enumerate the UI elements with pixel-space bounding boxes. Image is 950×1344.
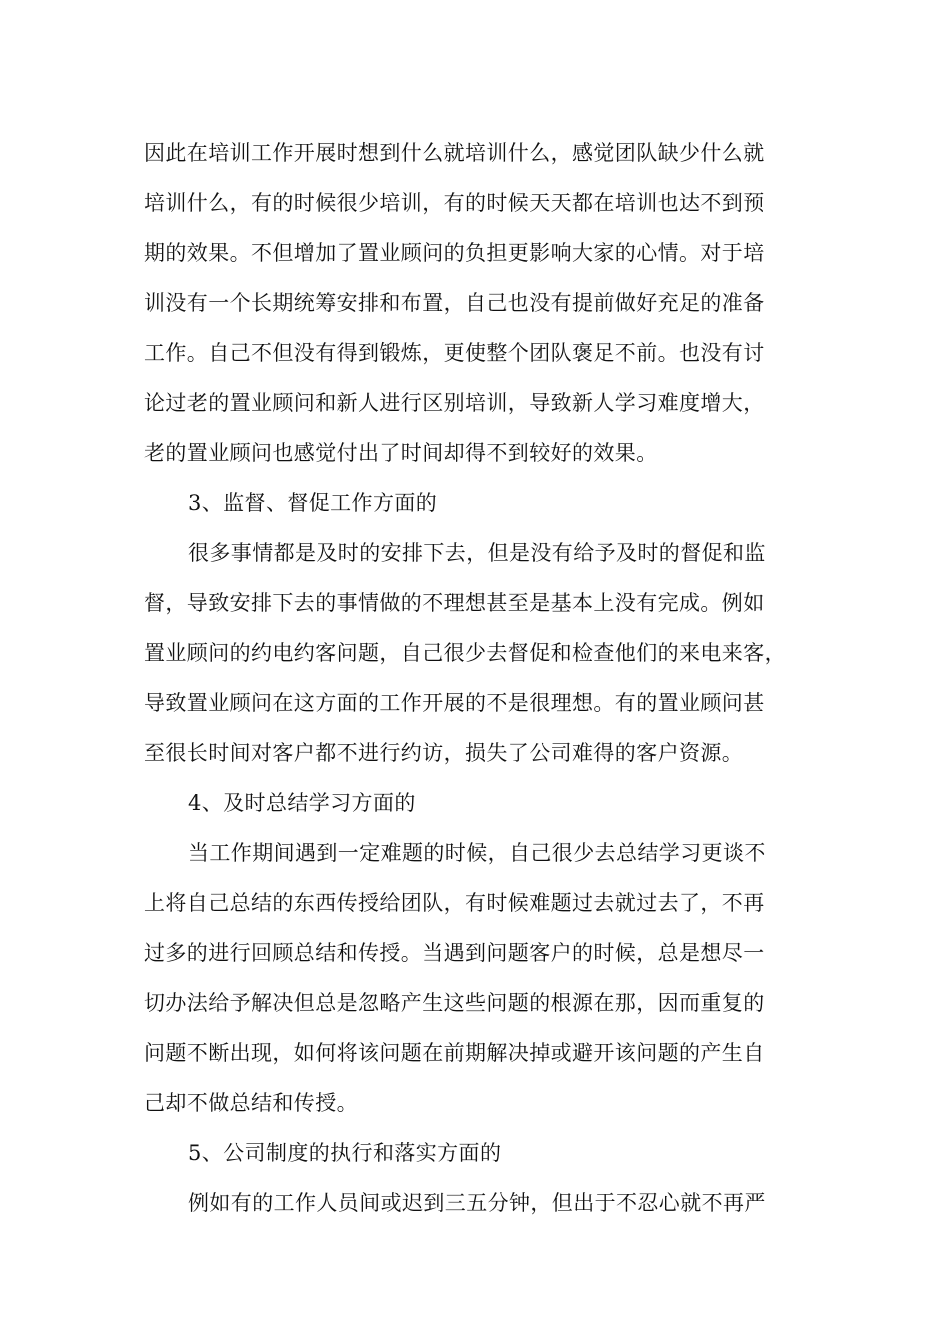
- section-heading-3: 3、监督、督促工作方面的: [188, 491, 438, 515]
- text-line: 导致置业顾问在这方面的工作开展的不是很理想。有的置业顾问甚: [144, 691, 765, 715]
- text-line: 工作。自己不但没有得到锻炼，更使整个团队褒足不前。也没有讨: [144, 341, 765, 365]
- section-heading-5: 5、公司制度的执行和落实方面的: [188, 1141, 502, 1165]
- text-line: 督，导致安排下去的事情做的不理想甚至是基本上没有完成。例如: [144, 591, 765, 615]
- text-line: 例如有的工作人员间或迟到三五分钟，但出于不忍心就不再严: [188, 1191, 766, 1215]
- text-line: 培训什么，有的时候很少培训，有的时候天天都在培训也达不到预: [144, 191, 765, 215]
- text-line: 上将自己总结的东西传授给团队，有时候难题过去就过去了，不再: [144, 891, 765, 915]
- section-heading-4: 4、及时总结学习方面的: [188, 791, 416, 815]
- text-line: 己却不做总结和传授。: [144, 1091, 358, 1115]
- text-line: 因此在培训工作开展时想到什么就培训什么，感觉团队缺少什么就: [144, 141, 765, 165]
- text-line: 切办法给予解决但总是忽略产生这些问题的根源在那，因而重复的: [144, 991, 765, 1015]
- text-line: 当工作期间遇到一定难题的时候，自己很少去总结学习更谈不: [188, 841, 766, 865]
- document-body: [144, 128, 824, 1228]
- text-line: 训没有一个长期统筹安排和布置，自己也没有提前做好充足的准备: [144, 291, 765, 315]
- text-line: 至很长时间对客户都不进行约访，损失了公司难得的客户资源。: [144, 741, 744, 765]
- text-line: 论过老的置业顾问和新人进行区别培训，导致新人学习难度增大，: [144, 391, 765, 415]
- text-line: 问题不断出现，如何将该问题在前期解决掉或避开该问题的产生自: [144, 1041, 765, 1065]
- text-line: 过多的进行回顾总结和传授。当遇到问题客户的时候，总是想尽一: [144, 941, 765, 965]
- text-line: 老的置业顾问也感觉付出了时间却得不到较好的效果。: [144, 441, 658, 465]
- text-line: 期的效果。不但增加了置业顾问的负担更影响大家的心情。对于培: [144, 241, 765, 265]
- text-line: 置业顾问的约电约客问题，自己很少去督促和检查他们的来电来客，: [144, 641, 786, 665]
- text-line: 很多事情都是及时的安排下去，但是没有给予及时的督促和监: [188, 541, 766, 565]
